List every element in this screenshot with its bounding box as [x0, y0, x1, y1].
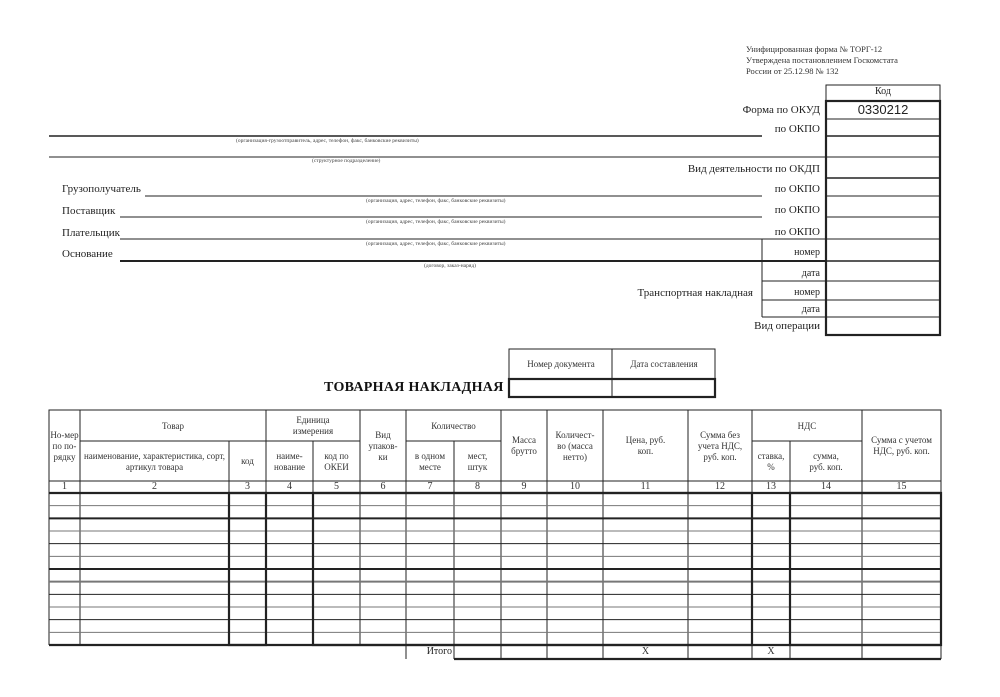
cell-price[interactable] — [604, 595, 687, 606]
cell-goods-code[interactable] — [230, 507, 265, 518]
col-header-sum-with-vat: Сумма с учетом НДС, руб. коп. — [871, 435, 932, 456]
cell-goods-name[interactable] — [81, 583, 228, 594]
cell-sum-no-vat[interactable] — [689, 545, 751, 556]
cell-package[interactable] — [361, 570, 405, 581]
cell-goods-name[interactable] — [81, 633, 228, 644]
cell-price[interactable] — [604, 583, 687, 594]
cell-price[interactable] — [604, 557, 687, 568]
cell-vat-sum[interactable] — [791, 532, 861, 543]
total-net-quantity-field[interactable] — [548, 646, 602, 658]
cell-sum-with-vat[interactable] — [863, 595, 940, 606]
cell-goods-name[interactable] — [81, 532, 228, 543]
cell-vat-rate[interactable] — [753, 633, 789, 644]
cell-net-quantity[interactable] — [548, 583, 602, 594]
cell-vat-sum[interactable] — [791, 608, 861, 619]
col-header-goods-name: наименование, характеристика, сорт, артикул товара — [83, 450, 226, 472]
cell-vat-sum[interactable] — [791, 570, 861, 581]
col-header-price: Цена, руб. коп. — [625, 435, 666, 456]
cell-gross-mass[interactable] — [502, 507, 546, 518]
total-sum-no-vat-field[interactable] — [689, 646, 751, 658]
cell-vat-rate[interactable] — [753, 507, 789, 518]
cell-sum-no-vat[interactable] — [689, 633, 751, 644]
cell-price[interactable] — [604, 519, 687, 530]
cell-gross-mass[interactable] — [502, 557, 546, 568]
cell-gross-mass[interactable] — [502, 494, 546, 505]
column-number-12: 12 — [715, 481, 725, 492]
cell-unit-name[interactable] — [267, 570, 312, 581]
cell-sum-no-vat[interactable] — [689, 595, 751, 606]
cell-row-number[interactable] — [50, 621, 79, 632]
cell-qty-places[interactable] — [455, 494, 500, 505]
cell-qty-places[interactable] — [455, 545, 500, 556]
cell-unit-name[interactable] — [267, 494, 312, 505]
column-number-13: 13 — [766, 481, 776, 492]
cell-vat-sum[interactable] — [791, 583, 861, 594]
cell-unit-name[interactable] — [267, 507, 312, 518]
cell-package[interactable] — [361, 507, 405, 518]
cell-vat-rate[interactable] — [753, 583, 789, 594]
cell-qty-places[interactable] — [455, 633, 500, 644]
doc-number-header: Номер документа — [527, 359, 595, 369]
cell-qty-one-place[interactable] — [407, 545, 453, 556]
cell-goods-code[interactable] — [230, 545, 265, 556]
column-number-6: 6 — [380, 481, 386, 492]
cell-goods-code[interactable] — [230, 570, 265, 581]
payer-label: Плательщик — [62, 227, 120, 239]
okpo-label-consignee: по ОКПО — [774, 183, 820, 195]
cell-unit-okei[interactable] — [314, 507, 359, 518]
cell-vat-rate[interactable] — [753, 608, 789, 619]
cell-package[interactable] — [361, 494, 405, 505]
cell-sum-with-vat[interactable] — [863, 583, 940, 594]
cell-row-number[interactable] — [50, 583, 79, 594]
cell-unit-okei[interactable] — [314, 595, 359, 606]
cell-unit-name[interactable] — [267, 557, 312, 568]
cell-unit-name[interactable] — [267, 519, 312, 530]
form-reference-line3: России от 25.12.98 № 132 — [746, 66, 839, 76]
cell-gross-mass[interactable] — [502, 621, 546, 632]
payer-hint: (организация, адрес, телефон, факс, банковские реквизиты) — [366, 241, 506, 247]
cell-row-number[interactable] — [50, 608, 79, 619]
form-reference-line2: Утверждена постановлением Госкомстата — [746, 55, 898, 65]
col-header-sum-no-vat: Сумма без учета НДС, руб. коп. — [697, 429, 743, 462]
cell-qty-places[interactable] — [455, 519, 500, 530]
cell-gross-mass[interactable] — [502, 570, 546, 581]
cell-unit-okei[interactable] — [314, 633, 359, 644]
operation-type-label: Вид операции — [754, 320, 820, 332]
cell-goods-name[interactable] — [81, 494, 228, 505]
cell-package[interactable] — [361, 557, 405, 568]
document-title: ТОВАРНАЯ НАКЛАДНАЯ — [324, 380, 504, 395]
cell-unit-name[interactable] — [267, 595, 312, 606]
okpo-sender-field[interactable] — [827, 120, 939, 135]
col-header-goods: Товар — [162, 420, 184, 431]
cell-vat-rate[interactable] — [753, 595, 789, 606]
basis-label: Основание — [62, 248, 113, 260]
cell-vat-sum[interactable] — [791, 595, 861, 606]
cell-net-quantity[interactable] — [548, 595, 602, 606]
doc-date-field[interactable] — [613, 380, 715, 396]
column-number-9: 9 — [521, 481, 527, 492]
total-gross-mass-field[interactable] — [502, 646, 546, 658]
cell-sum-with-vat[interactable] — [863, 494, 940, 505]
cell-qty-one-place[interactable] — [407, 507, 453, 518]
sender-field[interactable] — [49, 118, 762, 135]
okdp-label: Вид деятельности по ОКДП — [687, 163, 820, 175]
cell-sum-no-vat[interactable] — [689, 532, 751, 543]
cell-row-number[interactable] — [50, 570, 79, 581]
cell-package[interactable] — [361, 532, 405, 543]
cell-qty-one-place[interactable] — [407, 595, 453, 606]
cell-goods-code[interactable] — [230, 595, 265, 606]
cell-goods-code[interactable] — [230, 633, 265, 644]
cell-package[interactable] — [361, 595, 405, 606]
cell-unit-okei[interactable] — [314, 545, 359, 556]
basis-date-field[interactable] — [827, 262, 939, 280]
supplier-hint: (организация, адрес, телефон, факс, банковские реквизиты) — [366, 219, 506, 225]
cell-sum-with-vat[interactable] — [863, 570, 940, 581]
cell-sum-no-vat[interactable] — [689, 507, 751, 518]
cell-unit-name[interactable] — [267, 621, 312, 632]
cell-gross-mass[interactable] — [502, 633, 546, 644]
cell-sum-no-vat[interactable] — [689, 494, 751, 505]
cell-price[interactable] — [604, 494, 687, 505]
cell-goods-name[interactable] — [81, 595, 228, 606]
cell-gross-mass[interactable] — [502, 583, 546, 594]
cell-gross-mass[interactable] — [502, 545, 546, 556]
cell-goods-name[interactable] — [81, 557, 228, 568]
col-header-unit-okei: код по ОКЕИ — [324, 450, 349, 472]
cell-row-number[interactable] — [50, 557, 79, 568]
cell-vat-sum[interactable] — [791, 633, 861, 644]
cell-gross-mass[interactable] — [502, 519, 546, 530]
cell-sum-no-vat[interactable] — [689, 570, 751, 581]
cell-unit-okei[interactable] — [314, 583, 359, 594]
cell-vat-rate[interactable] — [753, 532, 789, 543]
cell-sum-with-vat[interactable] — [863, 621, 940, 632]
okdp-field[interactable] — [827, 158, 939, 177]
doc-date-header: Дата составления — [630, 359, 698, 369]
cell-qty-places[interactable] — [455, 595, 500, 606]
cell-sum-with-vat[interactable] — [863, 519, 940, 530]
cell-vat-sum[interactable] — [791, 545, 861, 556]
cell-qty-places[interactable] — [455, 608, 500, 619]
cell-vat-sum[interactable] — [791, 519, 861, 530]
cell-unit-okei[interactable] — [314, 621, 359, 632]
cell-vat-rate[interactable] — [753, 570, 789, 581]
cell-unit-name[interactable] — [267, 532, 312, 543]
cell-qty-one-place[interactable] — [407, 583, 453, 594]
col-header-qty-one-place: в одном месте — [414, 450, 446, 472]
col-header-gross-mass: Масса брутто — [511, 435, 537, 456]
basis-hint: (договор, заказ-наряд) — [424, 263, 477, 269]
cell-row-number[interactable] — [50, 532, 79, 543]
code-column-header: Код — [875, 86, 891, 97]
cell-net-quantity[interactable] — [548, 633, 602, 644]
cell-net-quantity[interactable] — [548, 545, 602, 556]
division-hint: (структурное подразделение) — [312, 158, 381, 164]
cell-unit-name[interactable] — [267, 633, 312, 644]
total-vat-sum-field[interactable] — [791, 646, 861, 658]
col-header-row-number: Но-мер по по-рядку — [50, 429, 79, 462]
division-field[interactable] — [49, 140, 762, 156]
cell-qty-places[interactable] — [455, 557, 500, 568]
cell-vat-rate[interactable] — [753, 545, 789, 556]
cell-qty-places[interactable] — [455, 532, 500, 543]
cell-unit-okei[interactable] — [314, 532, 359, 543]
cell-vat-sum[interactable] — [791, 621, 861, 632]
cell-qty-places[interactable] — [455, 621, 500, 632]
cell-net-quantity[interactable] — [548, 494, 602, 505]
basis-date-label: дата — [801, 268, 820, 279]
cell-qty-one-place[interactable] — [407, 621, 453, 632]
okpo-label-sender: по ОКПО — [774, 123, 820, 135]
total-qty-places-field[interactable] — [455, 646, 500, 658]
cell-vat-sum[interactable] — [791, 557, 861, 568]
cell-goods-name[interactable] — [81, 621, 228, 632]
cell-qty-one-place[interactable] — [407, 608, 453, 619]
cell-price[interactable] — [604, 621, 687, 632]
supplier-field[interactable] — [120, 202, 762, 216]
total-price-mark: X — [641, 646, 650, 657]
column-number-15: 15 — [896, 481, 907, 492]
cell-vat-sum[interactable] — [791, 494, 861, 505]
cell-sum-no-vat[interactable] — [689, 583, 751, 594]
cell-row-number[interactable] — [50, 633, 79, 644]
cell-vat-sum[interactable] — [791, 507, 861, 518]
cell-package[interactable] — [361, 608, 405, 619]
cell-price[interactable] — [604, 545, 687, 556]
cell-goods-name[interactable] — [81, 507, 228, 518]
cell-price[interactable] — [604, 608, 687, 619]
cell-unit-name[interactable] — [267, 545, 312, 556]
payer-field[interactable] — [120, 224, 762, 238]
form-reference-line1: Унифицированная форма № ТОРГ-12 — [746, 44, 883, 54]
cell-goods-code[interactable] — [230, 532, 265, 543]
cell-price[interactable] — [604, 570, 687, 581]
cell-net-quantity[interactable] — [548, 621, 602, 632]
cell-package[interactable] — [361, 621, 405, 632]
cell-goods-name[interactable] — [81, 519, 228, 530]
okpo-label-supplier: по ОКПО — [774, 204, 820, 216]
cell-goods-code[interactable] — [230, 494, 265, 505]
okud-label: Форма по ОКУД — [742, 104, 820, 116]
cell-package[interactable] — [361, 633, 405, 644]
cell-unit-okei[interactable] — [314, 519, 359, 530]
okpo-payer-field[interactable] — [827, 218, 939, 238]
transport-number-field[interactable] — [827, 282, 939, 299]
column-number-10: 10 — [570, 481, 580, 492]
cell-goods-name[interactable] — [81, 608, 228, 619]
transport-number-label: номер — [794, 287, 820, 298]
cell-goods-name[interactable] — [81, 545, 228, 556]
cell-unit-name[interactable] — [267, 583, 312, 594]
cell-unit-okei[interactable] — [314, 570, 359, 581]
col-header-unit-name: наиме-нование — [273, 450, 306, 472]
cell-gross-mass[interactable] — [502, 532, 546, 543]
cell-price[interactable] — [604, 532, 687, 543]
col-header-qty-places: мест, штук — [467, 450, 488, 472]
cell-qty-one-place[interactable] — [407, 570, 453, 581]
cell-net-quantity[interactable] — [548, 557, 602, 568]
cell-goods-name[interactable] — [81, 570, 228, 581]
cell-net-quantity[interactable] — [548, 532, 602, 543]
doc-number-field[interactable] — [510, 380, 612, 396]
column-number-14: 14 — [821, 481, 831, 492]
cell-sum-with-vat[interactable] — [863, 608, 940, 619]
total-label: Итого — [426, 646, 452, 657]
sender-hint: (организация-грузоотправитель, адрес, телефон, факс, банковские реквизиты) — [236, 138, 419, 144]
cell-vat-rate[interactable] — [753, 621, 789, 632]
cell-unit-okei[interactable] — [314, 557, 359, 568]
cell-sum-with-vat[interactable] — [863, 532, 940, 543]
cell-qty-one-place[interactable] — [407, 494, 453, 505]
cell-vat-rate[interactable] — [753, 519, 789, 530]
cell-net-quantity[interactable] — [548, 519, 602, 530]
column-number-5: 5 — [334, 481, 339, 492]
consignee-hint: (организация, адрес, телефон, факс, банковские реквизиты) — [366, 198, 506, 204]
col-header-quantity: Количество — [431, 420, 476, 431]
cell-sum-with-vat[interactable] — [863, 545, 940, 556]
okud-code-field[interactable]: 0330212 — [857, 102, 909, 117]
total-vat-rate-mark: X — [767, 646, 775, 657]
transport-date-field[interactable] — [827, 301, 939, 316]
supplier-label: Поставщик — [62, 205, 116, 217]
cell-row-number[interactable] — [50, 494, 79, 505]
cell-qty-one-place[interactable] — [407, 532, 453, 543]
cell-price[interactable] — [604, 507, 687, 518]
cell-goods-code[interactable] — [230, 557, 265, 568]
basis-field[interactable] — [120, 245, 762, 260]
cell-gross-mass[interactable] — [502, 595, 546, 606]
col-header-vat: НДС — [797, 420, 817, 431]
cell-price[interactable] — [604, 633, 687, 644]
cell-goods-code[interactable] — [230, 583, 265, 594]
cell-package[interactable] — [361, 519, 405, 530]
cell-row-number[interactable] — [50, 507, 79, 518]
basis-number-label: номер — [794, 247, 820, 258]
cell-net-quantity[interactable] — [548, 570, 602, 581]
cell-sum-no-vat[interactable] — [689, 621, 751, 632]
cell-qty-one-place[interactable] — [407, 519, 453, 530]
cell-qty-places[interactable] — [455, 570, 500, 581]
cell-qty-one-place[interactable] — [407, 633, 453, 644]
okpo-label-payer: по ОКПО — [774, 226, 820, 238]
cell-package[interactable] — [361, 583, 405, 594]
col-header-vat-sum: сумма, руб. коп. — [809, 450, 843, 472]
cell-goods-code[interactable] — [230, 608, 265, 619]
cell-unit-name[interactable] — [267, 608, 312, 619]
total-sum-with-vat-field[interactable] — [863, 646, 940, 658]
cell-row-number[interactable] — [50, 519, 79, 530]
cell-goods-code[interactable] — [230, 621, 265, 632]
col-header-package: Вид упаков-ки — [368, 429, 398, 462]
cell-sum-no-vat[interactable] — [689, 519, 751, 530]
okpo-consignee-field[interactable] — [827, 179, 939, 195]
basis-number-field[interactable] — [827, 240, 939, 260]
col-header-net-quantity: Количест-во (масса нетто) — [555, 429, 595, 462]
column-number-11: 11 — [640, 481, 651, 492]
column-number-1: 1 — [62, 481, 67, 492]
column-number-8: 8 — [475, 481, 480, 492]
column-number-7: 7 — [427, 481, 433, 492]
cell-vat-rate[interactable] — [753, 557, 789, 568]
cell-sum-with-vat[interactable] — [863, 507, 940, 518]
col-header-vat-rate: ставка, % — [757, 450, 785, 472]
cell-net-quantity[interactable] — [548, 507, 602, 518]
cell-goods-code[interactable] — [230, 519, 265, 530]
cell-gross-mass[interactable] — [502, 608, 546, 619]
cell-vat-rate[interactable] — [753, 494, 789, 505]
column-number-3: 3 — [245, 481, 250, 492]
cell-unit-okei[interactable] — [314, 494, 359, 505]
operation-type-field[interactable] — [827, 318, 939, 334]
transport-date-label: дата — [801, 304, 820, 315]
cell-qty-places[interactable] — [455, 583, 500, 594]
cell-sum-no-vat[interactable] — [689, 557, 751, 568]
cell-row-number[interactable] — [50, 545, 79, 556]
col-header-goods-code: код — [241, 456, 254, 466]
cell-sum-no-vat[interactable] — [689, 608, 751, 619]
cell-row-number[interactable] — [50, 595, 79, 606]
division-code-field[interactable] — [827, 137, 939, 156]
cell-package[interactable] — [361, 545, 405, 556]
cell-qty-one-place[interactable] — [407, 557, 453, 568]
cell-sum-with-vat[interactable] — [863, 633, 940, 644]
cell-qty-places[interactable] — [455, 507, 500, 518]
consignee-field[interactable] — [145, 180, 762, 195]
cell-unit-okei[interactable] — [314, 608, 359, 619]
col-header-unit: Единица измерения — [292, 415, 334, 436]
transport-waybill-label: Транспортная накладная — [637, 287, 753, 299]
cell-sum-with-vat[interactable] — [863, 557, 940, 568]
column-number-2: 2 — [152, 481, 157, 492]
column-number-4: 4 — [287, 481, 292, 492]
cell-net-quantity[interactable] — [548, 608, 602, 619]
consignee-label: Грузополучатель — [62, 183, 141, 195]
okpo-supplier-field[interactable] — [827, 197, 939, 216]
